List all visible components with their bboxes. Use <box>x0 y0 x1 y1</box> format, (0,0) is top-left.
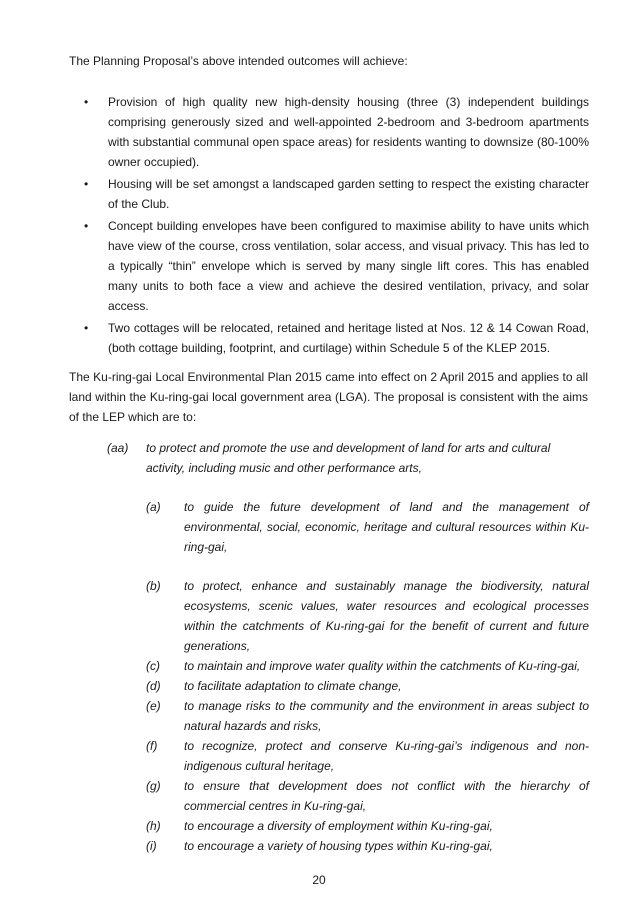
lep-paragraph: The Ku-ring-gai Local Environmental Plan 2015 came into effect on 2 April 2015 and applies to all land within the Ku-ring-gai local government area (LGA). The proposal is consistent with the aims of the LEP which are to: <box>69 370 588 424</box>
aim-item-aa <box>69 438 589 478</box>
aim-text: to manage risks to the community and the environment in areas subject to natural hazards and risks, <box>184 699 589 733</box>
aim-key: (f) <box>146 739 158 753</box>
aim-text: to guide the future development of land and the management of environmental, social, economic, heritage and cultural resources within Ku-ring-gai, <box>184 500 589 554</box>
bullet-icon: • <box>84 219 89 233</box>
aim-item-b <box>69 576 589 656</box>
aim-item-h <box>69 816 589 836</box>
list-item <box>69 92 589 172</box>
list-item <box>69 318 589 358</box>
aim-key: (i) <box>146 839 157 853</box>
aim-key: (a) <box>146 500 161 514</box>
aim-item-g <box>69 776 589 816</box>
list-item-text: Two cottages will be relocated, retained and heritage listed at Nos. 12 & 14 Cowan Road, (both cottage building, footprint, and curtilage) within Schedule 5 of the KLEP 2015. <box>108 321 589 355</box>
aim-text: to encourage a variety of housing types within Ku-ring-gai, <box>184 839 493 853</box>
aim-text: to recognize, protect and conserve Ku-ring-gai’s indigenous and non-indigenous cultural heritage, <box>184 739 589 773</box>
list-item-text: Housing will be set amongst a landscaped garden setting to respect the existing character of the Club. <box>108 177 589 211</box>
aim-item-e <box>69 696 589 736</box>
aim-item-d <box>69 676 589 696</box>
aim-key: (h) <box>146 819 161 833</box>
aim-item-f <box>69 736 589 776</box>
list-item-text: Provision of high quality new high-density housing (three (3) independent buildings comprising generously sized and well-appointed 2-bedroom and 3-bedroom apartments with substantial communal open space areas) for residents wanting to downsize (80-100% owner occupied). <box>108 95 589 169</box>
list-item-text: Concept building envelopes have been configured to maximise ability to have units which have view of the course, cross ventilation, solar access, and visual privacy. This has led to a typically “thin” envelope which is served by many single lift cores. This has enabled many units to both face a view and achieve the desired ventilation, privacy, and solar access. <box>108 219 589 313</box>
aim-key: (d) <box>146 679 161 693</box>
aim-item-i <box>69 836 589 856</box>
bullet-icon: • <box>84 321 89 335</box>
aim-key: (g) <box>146 779 161 793</box>
aim-text: to protect, enhance and sustainably manage the biodiversity, natural ecosystems, scenic values, water resources and ecological processes within the catchments of Ku-ring-gai for the benefit of current and future generations, <box>184 579 589 653</box>
intro-paragraph: The Planning Proposal’s above intended outcomes will achieve: <box>69 54 408 68</box>
aim-key: (c) <box>146 659 160 673</box>
aim-item-a <box>69 497 589 557</box>
aim-text: to protect and promote the use and development of land for arts and cultural activity, including music and other performance arts, <box>146 441 551 475</box>
aim-key: (aa) <box>107 441 129 455</box>
aim-item-c <box>69 656 589 676</box>
list-item <box>69 174 589 214</box>
aim-key: (b) <box>146 579 161 593</box>
bullet-icon: • <box>84 177 89 191</box>
aim-text: to ensure that development does not conflict with the hierarchy of commercial centres in Ku-ring-gai, <box>184 779 589 813</box>
page-number: 20 <box>312 873 326 887</box>
outcomes-list <box>69 92 589 358</box>
bullet-icon: • <box>84 95 89 109</box>
aim-text: to maintain and improve water quality within the catchments of Ku-ring-gai, <box>184 659 581 673</box>
aim-key: (e) <box>146 699 161 713</box>
aim-text: to encourage a diversity of employment within Ku-ring-gai, <box>184 819 493 833</box>
aim-text: to facilitate adaptation to climate change, <box>184 679 402 693</box>
lep-aims-list <box>69 438 589 856</box>
list-item <box>69 216 589 316</box>
